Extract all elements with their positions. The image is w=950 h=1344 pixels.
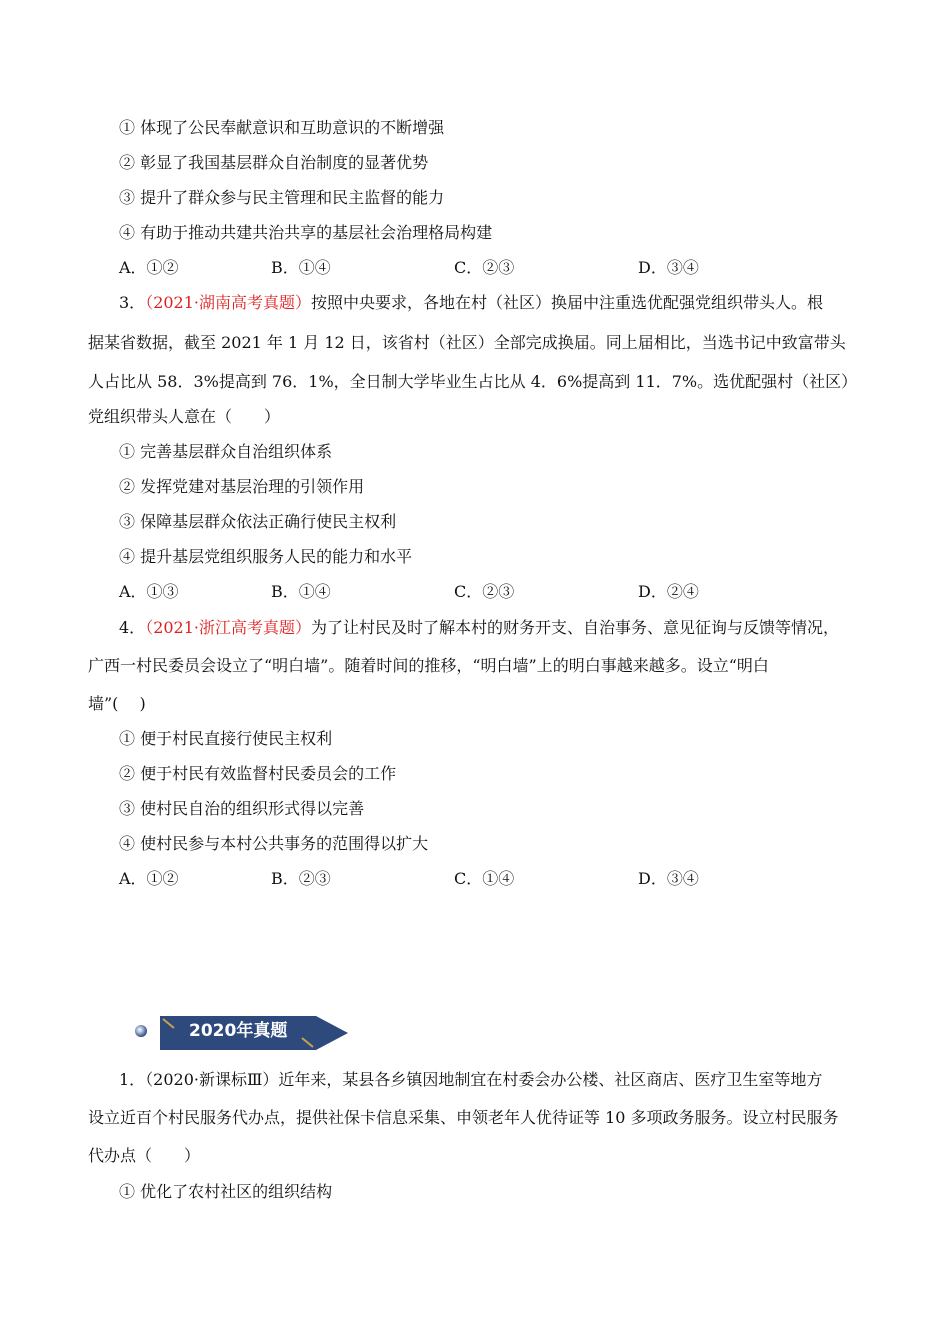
q4-option-1: ① 便于村民直接行使民主权利 [119, 729, 333, 748]
q4-stem-line-1 [119, 618, 839, 638]
q4-choice-d: D．③④ [638, 869, 699, 888]
q3-choices [119, 582, 759, 602]
q2-choices [119, 258, 759, 278]
q4-source: （2021·浙江高考真题） [145, 618, 311, 637]
q2-option-3: ③ 提升了群众参与民主管理和民主监督的能力 [119, 188, 445, 207]
q2-option-4: ④ 有助于推动共建共治共享的基层社会治理格局构建 [119, 223, 493, 242]
q2-option-1: ① 体现了公民奉献意识和互助意识的不断增强 [119, 118, 445, 137]
q4-choice-a: A．①② [119, 869, 179, 888]
q3-source: （2021·湖南高考真题） [145, 293, 311, 312]
q4-stem-line-3: 墙”( ) [88, 694, 146, 713]
q4-choices [119, 869, 759, 889]
banner-dot-icon [135, 1025, 147, 1037]
q3-choice-d: D．②④ [638, 582, 699, 601]
q4-number: 4． [119, 618, 146, 637]
q3-choice-c: C．②③ [454, 582, 515, 601]
section-title: 2020年真题 [189, 1021, 288, 1041]
q2020-1-option-1: ① 优化了农村社区的组织结构 [119, 1182, 333, 1201]
q4-choice-c: C．①④ [454, 869, 515, 888]
q4-option-3: ③ 使村民自治的组织形式得以完善 [119, 799, 365, 818]
q3-stem-line-3: 人占比从 58．3%提高到 76．1%，全日制大学毕业生占比从 4．6%提高到 11．7%。选优配强村（社区） [88, 372, 858, 391]
q2020-1-stem-line-2: 设立近百个村民服务代办点，提供社保卡信息采集、申领老年人优待证等 10 多项政务服务。设立村民服务 [88, 1108, 839, 1127]
q3-option-1: ① 完善基层群众自治组织体系 [119, 442, 333, 461]
q3-choice-a: A．①③ [119, 582, 179, 601]
q3-option-3: ③ 保障基层群众依法正确行使民主权利 [119, 512, 397, 531]
q4-choice-b: B．②③ [271, 869, 331, 888]
q2-choice-d: D．③④ [638, 258, 699, 277]
q3-stem-line-1 [119, 293, 823, 313]
q4-stem-text-1: 为了让村民及时了解本村的财务开支、自治事务、意见征询与反馈等情况， [311, 618, 840, 637]
q3-choice-b: B．①④ [271, 582, 331, 601]
q3-stem-text-1: 按照中央要求，各地在村（社区）换届中注重选优配强党组织带头人。根 [311, 293, 824, 312]
q4-stem-line-2: 广西一村民委员会设立了“明白墙”。随着时间的推移，“明白墙”上的明白事越来越多。设立“明白 [88, 656, 769, 675]
q2-choice-c: C．②③ [454, 258, 515, 277]
q2020-1-stem-line-1: 1．（2020·新课标Ⅲ）近年来，某县各乡镇因地制宜在村委会办公楼、社区商店、医疗卫生室等地方 [119, 1070, 823, 1089]
q3-stem-line-4: 党组织带头人意在（ ） [88, 407, 281, 426]
q3-stem-line-2: 据某省数据，截至 2021 年 1 月 12 日，该省村（社区）全部完成换届。同上届相比，当选书记中致富带头 [88, 333, 846, 352]
q3-number: 3． [119, 293, 146, 312]
q2-option-2: ② 彰显了我国基层群众自治制度的显著优势 [119, 153, 429, 172]
q4-option-2: ② 便于村民有效监督村民委员会的工作 [119, 764, 397, 783]
q3-option-4: ④ 提升基层党组织服务人民的能力和水平 [119, 547, 413, 566]
q4-option-4: ④ 使村民参与本村公共事务的范围得以扩大 [119, 834, 429, 853]
q2-choice-a: A．①② [119, 258, 179, 277]
q2020-1-stem-line-3: 代办点（ ） [88, 1146, 201, 1165]
q3-option-2: ② 发挥党建对基层治理的引领作用 [119, 477, 365, 496]
q2-choice-b: B．①④ [271, 258, 331, 277]
